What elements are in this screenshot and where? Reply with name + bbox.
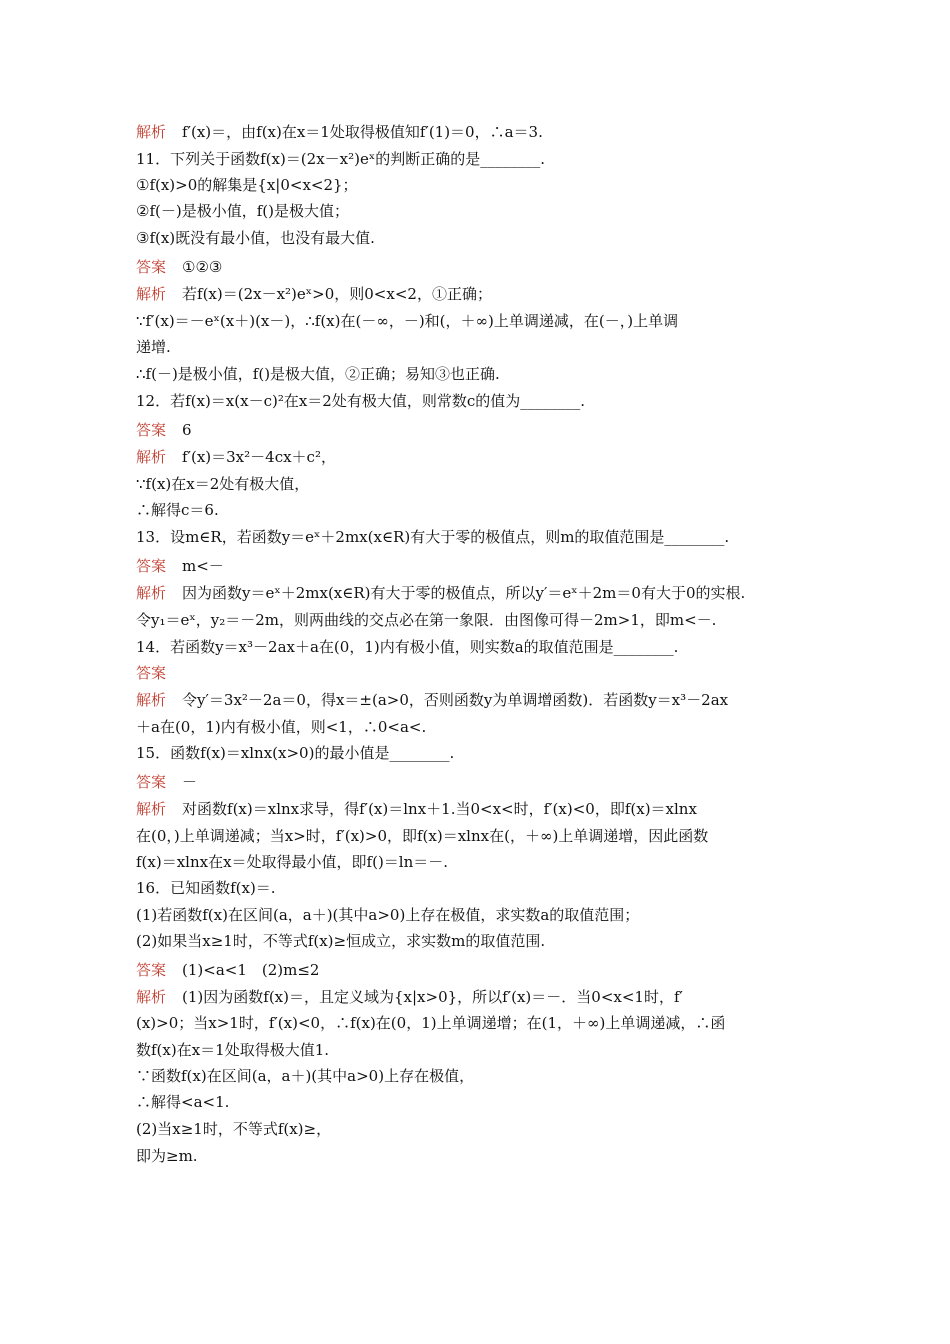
answer-label: 答案 — [136, 664, 167, 682]
line-text: ∴解得c＝6. — [136, 501, 219, 519]
line-answer — [136, 420, 192, 440]
line-analysis — [136, 987, 683, 1007]
line-text: 递增. — [136, 338, 171, 356]
line-analysis — [136, 284, 492, 304]
text-line — [136, 637, 678, 657]
text-line — [136, 1119, 331, 1139]
line-text: 11．下列关于函数f(x)＝(2x－x²)eˣ的判断正确的是________. — [136, 150, 545, 168]
line-text: ＋a在(0，1)内有极小值，则<1，∴0<a<. — [136, 718, 427, 736]
text-line — [136, 311, 678, 331]
line-text: (1)若函数f(x)在区间(a，a＋)(其中a>0)上存在极值，求实数a的取值范围； — [136, 906, 640, 924]
analysis-label: 解析 — [136, 584, 167, 602]
line-text: 13．设m∈R，若函数y＝eˣ＋2mx(x∈R)有大于零的极值点，则m的取值范围是________. — [136, 528, 730, 546]
text-line — [136, 905, 639, 925]
line-answer — [136, 663, 182, 683]
text-line — [136, 1013, 725, 1033]
text-line — [136, 149, 545, 169]
line-answer — [136, 960, 319, 980]
line-analysis — [136, 799, 697, 819]
text-line — [136, 1066, 474, 1086]
line-text: 对函数f(x)＝xlnx求导，得f′(x)＝lnx＋1.当0<x<时，f′(x)<0，即f(x)＝xlnx — [182, 800, 697, 818]
line-analysis — [136, 583, 745, 603]
line-text: ∴解得<a<1. — [136, 1093, 230, 1111]
line-text: ∵f′(x)＝－eˣ(x＋)(x－)，∴f(x)在(－∞，－)和(，＋∞)上单调递减，在(－，)上单调 — [136, 312, 679, 330]
text-line — [136, 931, 545, 951]
line-analysis — [136, 690, 728, 710]
line-answer — [136, 772, 197, 792]
line-analysis — [136, 447, 336, 467]
line-text: (1)<a<1 (2)m≤2 — [182, 961, 320, 979]
analysis-label: 解析 — [136, 691, 167, 709]
line-text: ∴f(－)是极小值，f()是极大值，②正确；易知③也正确. — [136, 365, 500, 383]
text-line — [136, 175, 358, 195]
line-text: m<－ — [182, 557, 224, 575]
line-answer — [136, 257, 222, 277]
line-text: 16．已知函数f(x)＝. — [136, 879, 276, 897]
line-text: ∵f(x)在x＝2处有极大值， — [136, 475, 310, 493]
line-text: 在(0，)上单调递减；当x>时，f′(x)>0，即f(x)＝xlnx在(，＋∞)上单调递增，因此函数 — [136, 827, 709, 845]
text-line — [136, 228, 375, 248]
line-text: (2)如果当x≥1时，不等式f(x)≥恒成立，求实数m的取值范围. — [136, 932, 546, 950]
line-text: 6 — [182, 421, 192, 439]
line-text: f(x)＝xlnx在x＝处取得最小值，即f()＝ln＝－. — [136, 853, 449, 871]
text-line — [136, 717, 426, 737]
line-text: ∵函数f(x)在区间(a，a＋)(其中a>0)上存在极值， — [136, 1067, 475, 1085]
line-text: (x)>0；当x>1时，f′(x)<0，∴f(x)在(0，1)上单调递增；在(1，＋∞)上单调递减，∴函 — [136, 1014, 726, 1032]
text-line — [136, 1146, 198, 1166]
text-line — [136, 391, 585, 411]
analysis-label: 解析 — [136, 988, 167, 1006]
line-text: ①②③ — [182, 258, 223, 276]
text-line — [136, 201, 349, 221]
text-line — [136, 878, 276, 898]
text-line — [136, 743, 454, 763]
line-analysis — [136, 122, 543, 142]
line-text: ②f(－)是极小值，f()是极大值； — [136, 202, 349, 220]
line-text: 数f(x)在x＝1处取得极大值1. — [136, 1041, 330, 1059]
answer-label: 答案 — [136, 557, 167, 575]
line-text: ①f(x)>0的解集是{x|0<x<2}； — [136, 176, 358, 194]
line-text: － — [182, 773, 198, 791]
line-text: 14．若函数y＝x³－2ax＋a在(0，1)内有极小值，则实数a的取值范围是________. — [136, 638, 679, 656]
text-line — [136, 1040, 329, 1060]
analysis-label: 解析 — [136, 123, 167, 141]
text-line — [136, 337, 171, 357]
line-text: 即为≥m. — [136, 1147, 198, 1165]
line-text: 因为函数y＝eˣ＋2mx(x∈R)有大于零的极值点，所以y′＝eˣ＋2m＝0有大于0的实根. — [182, 584, 746, 602]
text-line — [136, 364, 500, 384]
text-line — [136, 1092, 229, 1112]
line-text: f′(x)＝3x²－4cx＋c²， — [182, 448, 336, 466]
line-text: 令y₁＝eˣ，y₂＝－2m，则两曲线的交点必在第一象限．由图像可得－2m>1，即m<－. — [136, 611, 717, 629]
analysis-label: 解析 — [136, 448, 167, 466]
line-text: ③f(x)既没有最小值，也没有最大值. — [136, 229, 375, 247]
line-text: 15．函数f(x)＝xlnx(x>0)的最小值是________. — [136, 744, 455, 762]
text-line — [136, 527, 729, 547]
line-text: 若f(x)＝(2x－x²)eˣ>0，则0<x<2，①正确； — [182, 285, 492, 303]
answer-label: 答案 — [136, 961, 167, 979]
line-text: f′(x)＝，由f(x)在x＝1处取得极值知f′(1)＝0，∴a＝3. — [182, 123, 543, 141]
line-text: 12．若f(x)＝x(x－c)²在x＝2处有极大值，则常数c的值为________. — [136, 392, 586, 410]
text-line — [136, 852, 448, 872]
text-line — [136, 826, 708, 846]
line-text: (1)因为函数f(x)＝，且定义域为{x|x>0}，所以f′(x)＝－．当0<x<1时，f′ — [182, 988, 683, 1006]
line-text: (2)当x≥1时，不等式f(x)≥， — [136, 1120, 332, 1138]
answer-label: 答案 — [136, 421, 167, 439]
answer-label: 答案 — [136, 773, 167, 791]
line-answer — [136, 556, 224, 576]
answer-label: 答案 — [136, 258, 167, 276]
text-line — [136, 500, 219, 520]
text-line — [136, 610, 716, 630]
analysis-label: 解析 — [136, 285, 167, 303]
text-line — [136, 474, 309, 494]
analysis-label: 解析 — [136, 800, 167, 818]
line-text: 令y′＝3x²－2a＝0，得x＝±(a>0，否则函数y为单调增函数)．若函数y＝x³－2ax — [182, 691, 729, 709]
